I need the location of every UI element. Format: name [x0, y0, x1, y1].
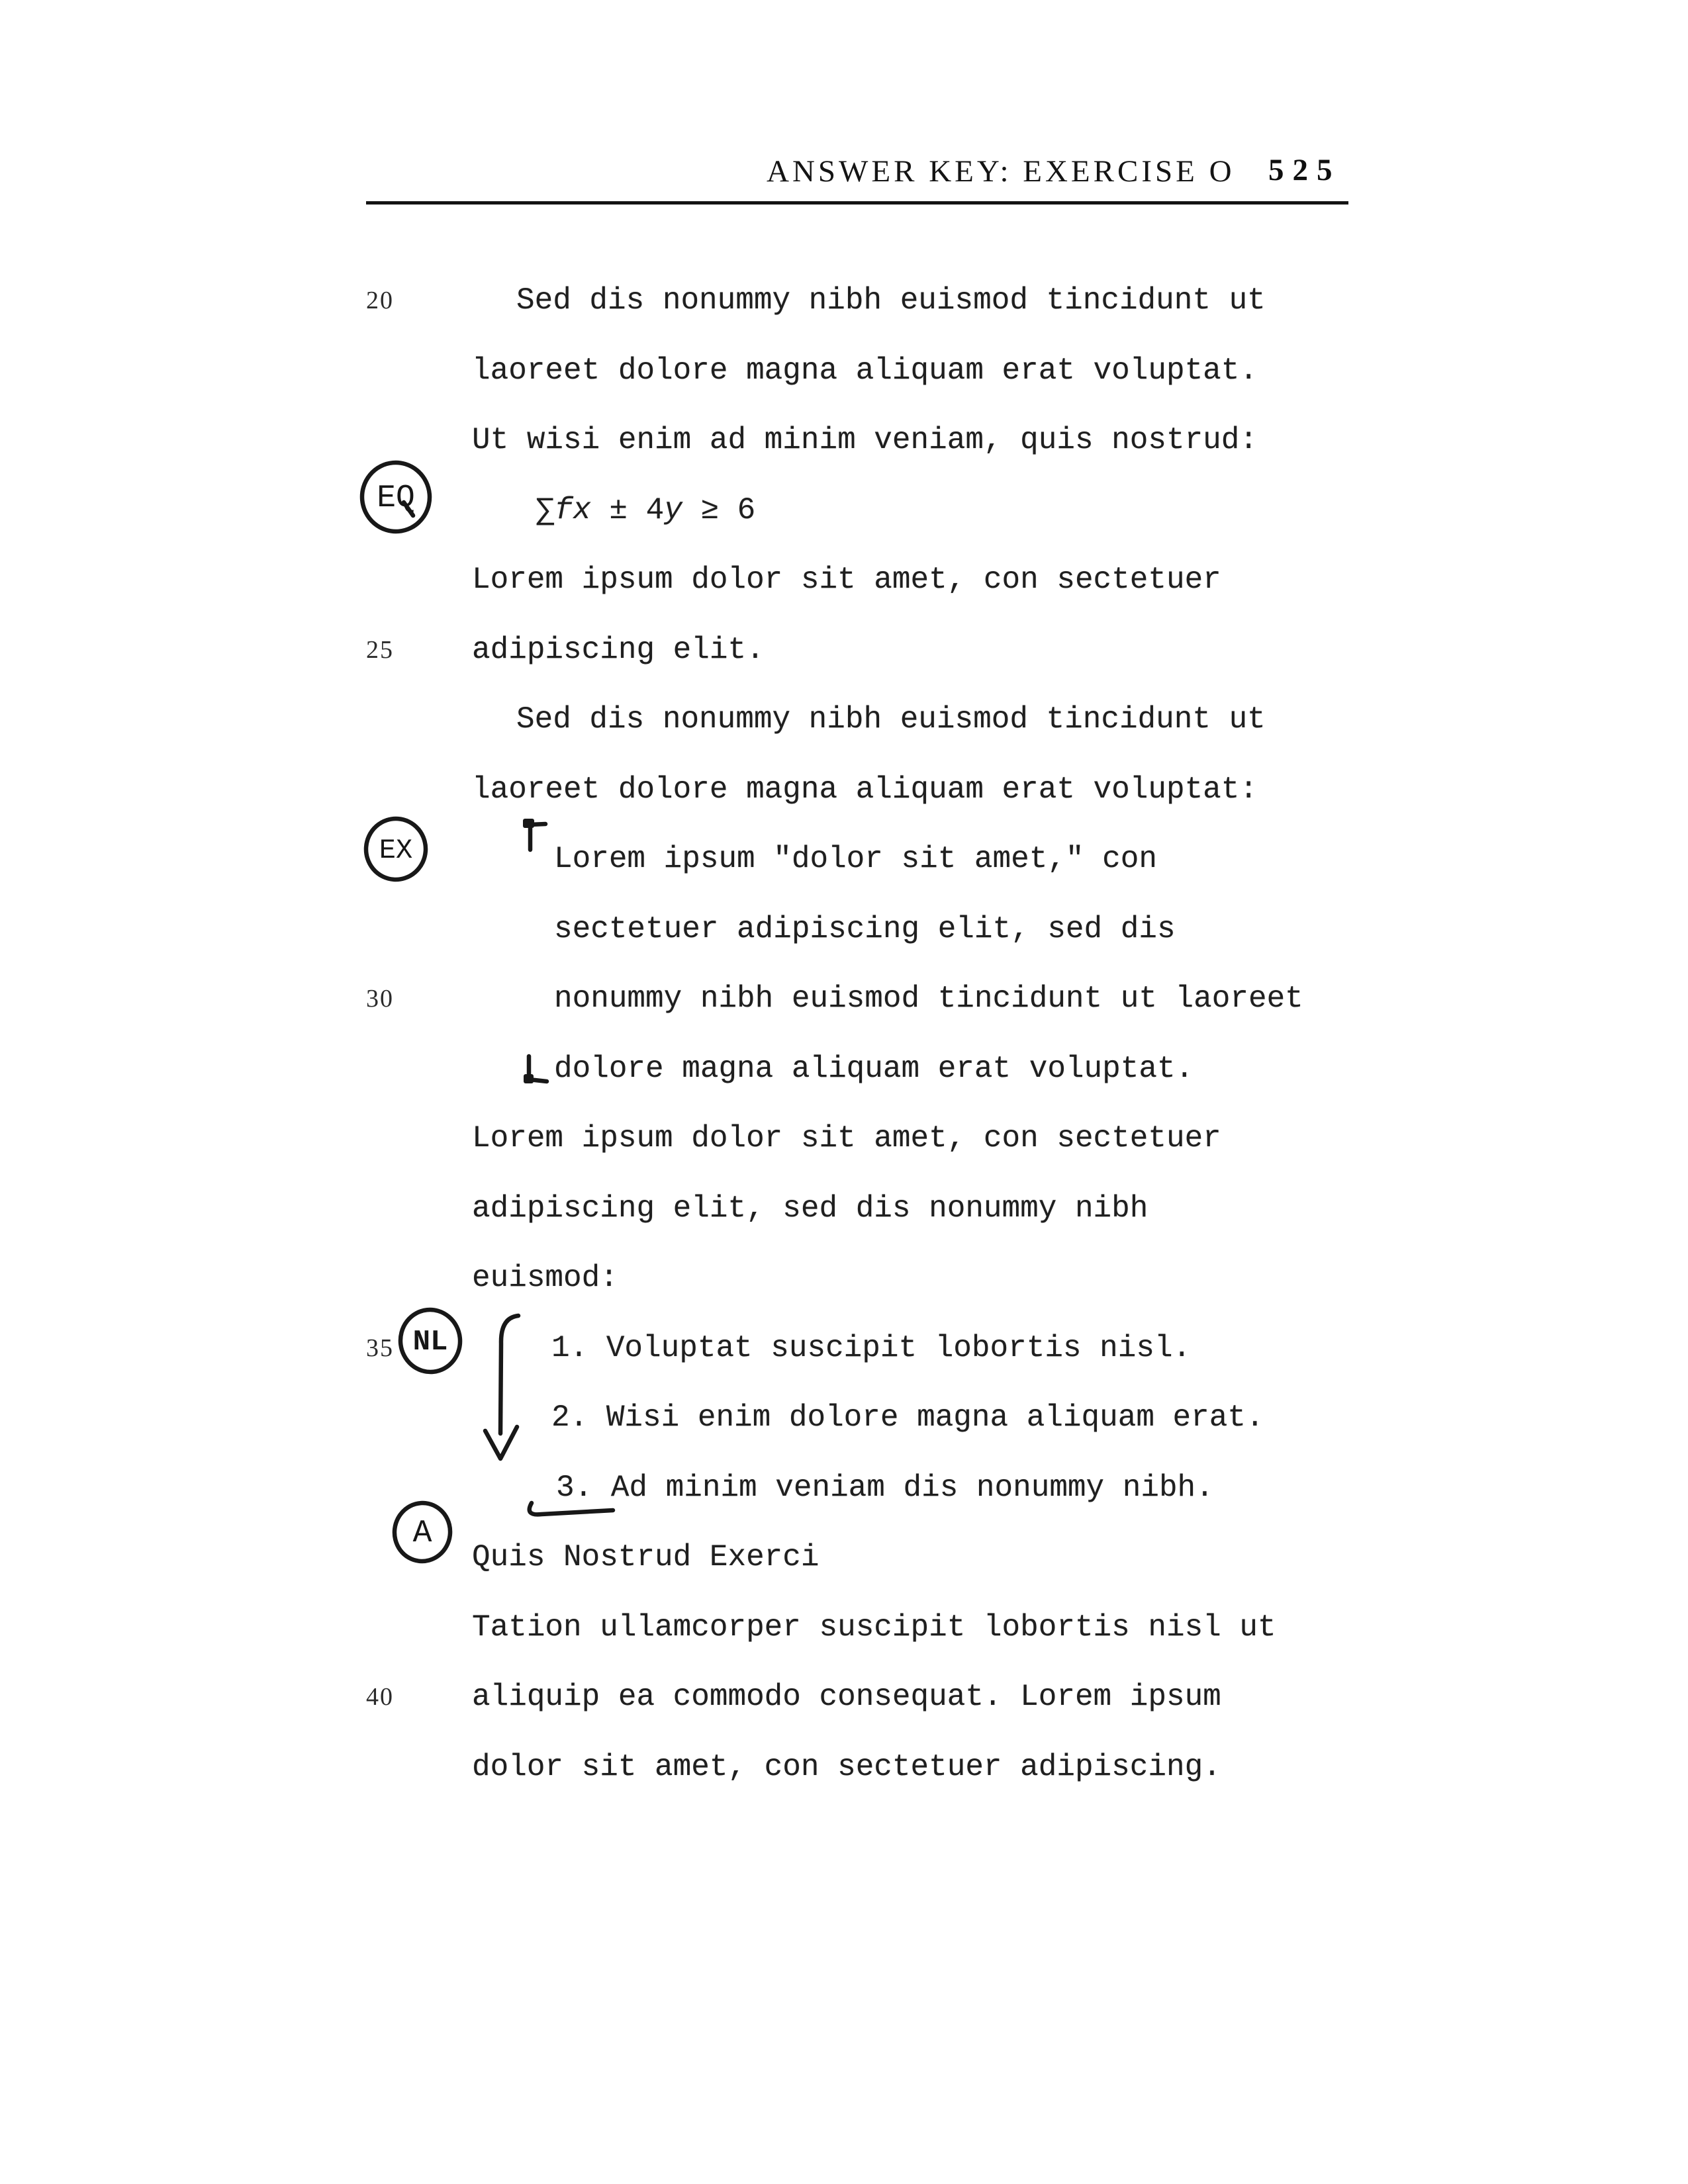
typescript-body	[0, 266, 1688, 1802]
typescript-line	[0, 336, 1688, 406]
equation-text	[536, 493, 755, 527]
typescript-line	[0, 1244, 1688, 1314]
line-text: 3. Ad minim veniam dis nonummy nibh.	[556, 1470, 1214, 1505]
margin-line-number: 20	[366, 287, 394, 314]
numbered-list-mark-label: NL	[412, 1326, 448, 1359]
typescript-line	[0, 1104, 1688, 1174]
line-text: Sed dis nonummy nibh euismod tincidunt ut	[516, 283, 1266, 318]
typescript-line	[0, 1523, 1688, 1593]
page-number: 525	[1268, 153, 1341, 187]
typescript-line	[0, 825, 1688, 895]
typescript-line	[0, 1453, 1688, 1524]
extract-mark-label: EX	[379, 835, 413, 866]
a-head-mark-label: A	[412, 1516, 432, 1551]
line-text: sectetuer adipiscing elit, sed dis	[554, 911, 1176, 946]
typescript-line	[0, 266, 1688, 336]
equation-segment: ≥ 6	[682, 492, 756, 527]
typescript-line	[0, 1593, 1688, 1663]
line-text: Quis Nostrud Exerci	[472, 1540, 820, 1574]
typescript-line	[0, 1383, 1688, 1453]
typescript-line	[0, 615, 1688, 686]
margin-line-number: 25	[366, 635, 394, 664]
line-text: Lorem ipsum dolor sit amet, con sectetuer	[472, 563, 1221, 597]
equation-segment: ∑	[536, 492, 555, 527]
line-text: 2. Wisi enim dolore magna aliquam erat.	[551, 1400, 1264, 1435]
line-text: Tation ullamcorper suscipit lobortis nisl ut	[472, 1610, 1276, 1645]
line-text: dolore magna aliquam erat voluptat.	[554, 1051, 1194, 1086]
header-rule	[366, 201, 1348, 205]
line-text: Lorem ipsum "dolor sit amet," con	[554, 842, 1157, 876]
a-head-proof-mark	[391, 1500, 453, 1564]
line-text: euismod:	[472, 1261, 618, 1295]
typescript-line	[0, 685, 1688, 755]
typescript-line	[0, 1662, 1688, 1733]
typescript-line	[0, 964, 1688, 1034]
equation-variable: y	[664, 492, 682, 527]
equation-segment: ± 4	[590, 492, 665, 527]
line-text: dolor sit amet, con sectetuer adipiscing.	[472, 1749, 1221, 1784]
numbered-list-proof-mark	[397, 1308, 463, 1374]
line-text: 1. Voluptat suscipit lobortis nisl.	[551, 1330, 1192, 1365]
typescript-line	[0, 1034, 1688, 1105]
typescript-line	[0, 1174, 1688, 1244]
typescript-line	[0, 755, 1688, 825]
extract-proof-mark	[363, 816, 429, 882]
line-text: Ut wisi enim ad minim veniam, quis nostrud:	[472, 423, 1258, 457]
typescript-line	[0, 406, 1688, 476]
margin-line-number: 30	[366, 985, 394, 1013]
line-text: nonummy nibh euismod tincidunt ut laoreet	[554, 981, 1303, 1016]
typescript-line	[0, 895, 1688, 965]
equation-proof-mark	[357, 459, 434, 535]
line-text: laoreet dolore magna aliquam erat voluptat:	[472, 772, 1258, 807]
typescript-line	[0, 1314, 1688, 1384]
line-text: Sed dis nonummy nibh euismod tincidunt ut	[516, 702, 1266, 737]
equation-mark-label: EQ	[377, 480, 415, 516]
typescript-line	[0, 476, 1688, 546]
typescript-line	[0, 1733, 1688, 1803]
typescript-line	[0, 545, 1688, 615]
line-text: adipiscing elit, sed dis nonummy nibh	[472, 1191, 1149, 1226]
line-text: adipiscing elit.	[472, 632, 765, 667]
margin-line-number: 35	[366, 1334, 394, 1362]
margin-line-number: 40	[366, 1683, 394, 1711]
line-text: laoreet dolore magna aliquam erat voluptat.	[472, 353, 1258, 388]
equation-variable: fx	[554, 492, 591, 527]
running-head-title: ANSWER KEY: EXERCISE O	[767, 154, 1235, 189]
line-text: aliquip ea commodo consequat. Lorem ipsum	[472, 1680, 1221, 1714]
line-text: Lorem ipsum dolor sit amet, con sectetuer	[472, 1121, 1221, 1156]
